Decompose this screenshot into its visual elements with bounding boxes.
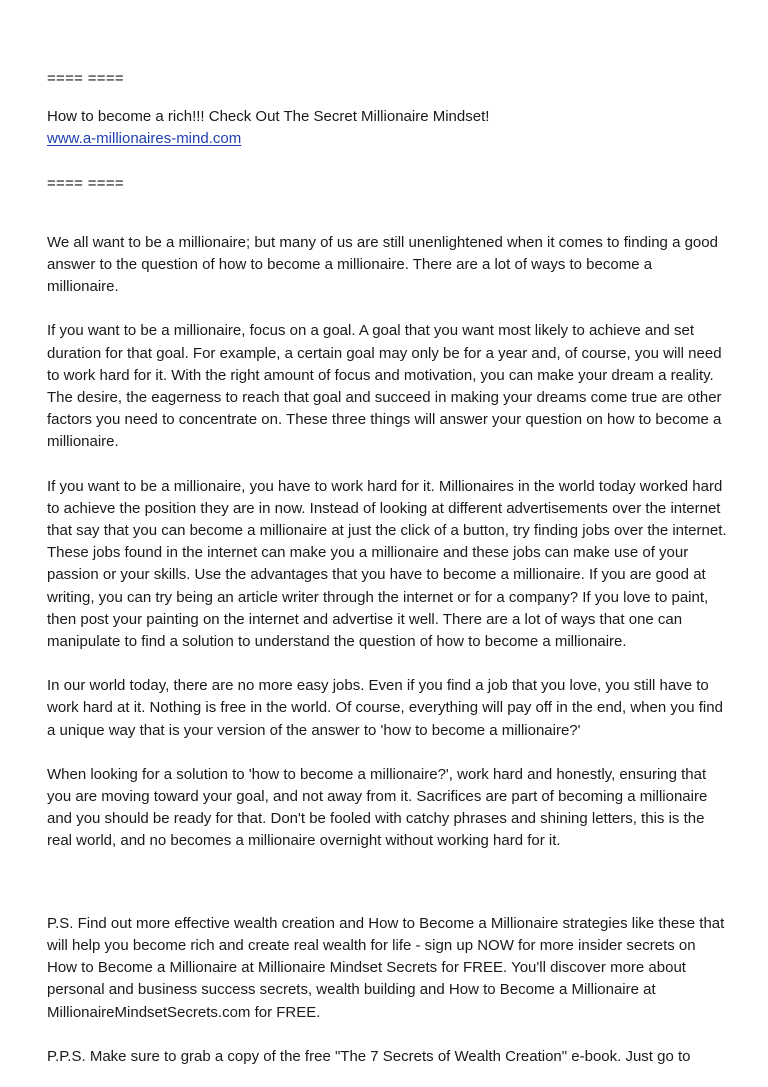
headline: How to become a rich!!! Check Out The Secret Millionaire Mindset!: [47, 108, 490, 126]
postscript: P.S. Find out more effective wealth creation and How to Become a Millionaire strategies like these that will help you become rich and create real wealth for life - sign up NOW for more insider secrets on How to Become a Millionaire at Millionaire Mindset Secrets for FREE. You'll discover more about personal and business success secrets, wealth building and How to Become a Millionaire at MillionaireMindsetSecrets.com for FREE.: [47, 914, 725, 1021]
website-link[interactable]: www.a-millionaires-mind.com: [47, 130, 242, 148]
document-page: [47, 68, 727, 1068]
post-postscript: P.P.S. Make sure to grab a copy of the free "The 7 Secrets of Wealth Creation" e-book. Just go to: [47, 1047, 691, 1065]
separator-bottom: ==== ====: [47, 174, 124, 192]
paragraph-intro: We all want to be a millionaire; but many of us are still unenlightened when it comes to finding a good answer to the question of how to become a millionaire. There are a lot of ways to become a millionaire.: [47, 233, 718, 296]
paragraph-solution: When looking for a solution to 'how to become a millionaire?', work hard and honestly, ensuring that you are moving toward your goal, and not away from it. Sacrifices are part of becoming a millionaire and you should be ready for that. Don't be fooled with catchy phrases and shining letters, this is the real world, and no becomes a millionaire overnight without working hard for it.: [47, 765, 708, 850]
paragraph-no-easy-jobs: In our world today, there are no more easy jobs. Even if you find a job that you love, you still have to work hard at it. Nothing is free in the world. Of course, everything will pay off in the end, when you find a unique way that is your version of the answer to 'how to become a millionaire?': [47, 677, 723, 739]
paragraph-work-hard: If you want to be a millionaire, you have to work hard for it. Millionaires in the world today worked hard to achieve the position they are in now. Instead of looking at different advertisements over the internet that say that you can become a millionaire at just the click of a button, try finding jobs over the internet. These jobs found in the internet can make you a millionaire and these jobs can make use of your passion or your skills. Use the advantages that you have to become a millionaire. If you are good at writing, you can try being an article writer through the internet or for a company? If you love to paint, then post your painting on the internet and advertise it well. There are a lot of ways that one can manipulate to find a solution to understand the question of how to become a millionaire.: [47, 477, 727, 651]
separator-top: ==== ====: [47, 70, 124, 87]
paragraph-focus-goal: If you want to be a millionaire, focus on a goal. A goal that you want most likely to achieve and set duration for that goal. For example, a certain goal may only be for a year and, of course, you will need to work hard for it. With the right amount of focus and motivation, you can make your dream a reality. The desire, the eagerness to reach that goal and succeed in making your dreams come true are other factors you need to concentrate on. These three things will answer your question on how to become a millionaire.: [47, 322, 722, 451]
